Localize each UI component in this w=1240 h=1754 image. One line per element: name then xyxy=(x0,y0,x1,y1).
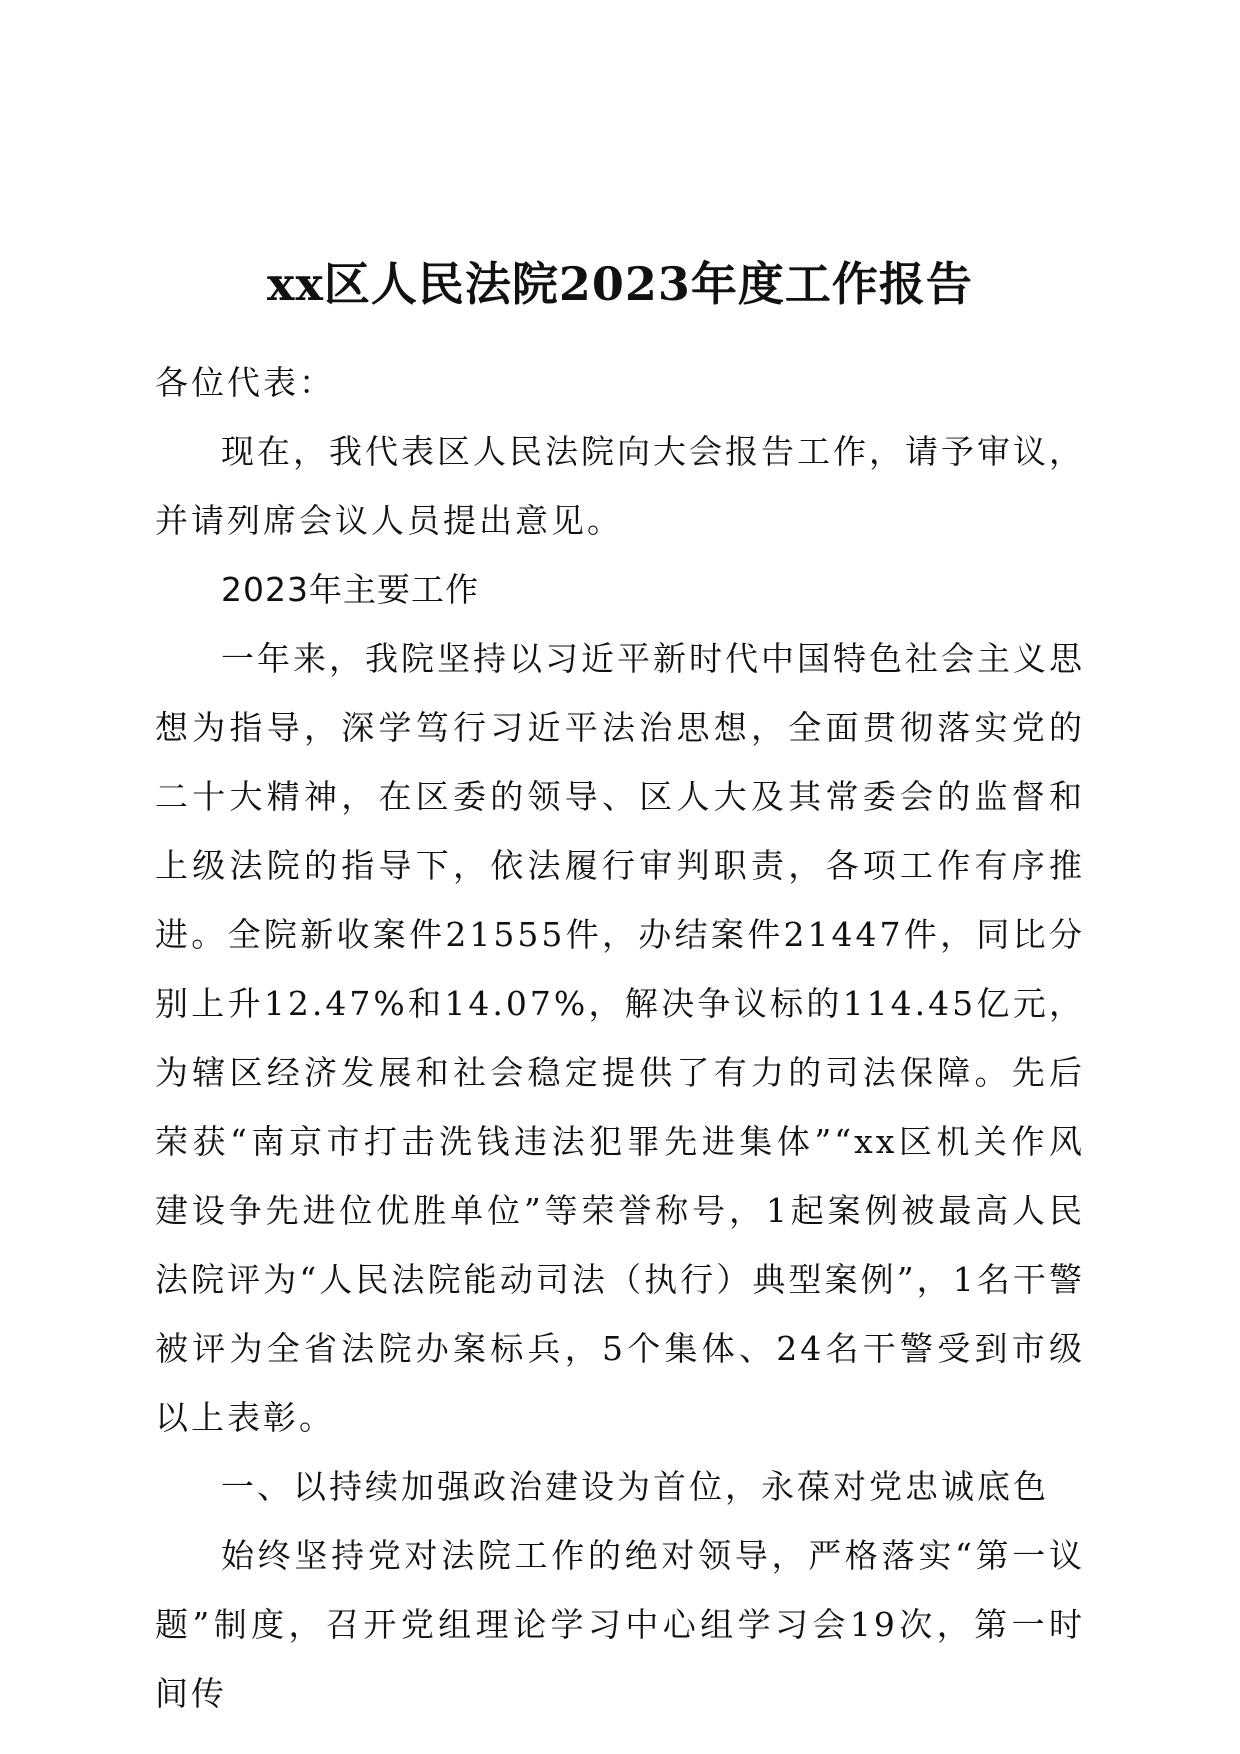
summary-paragraph: 一年来，我院坚持以习近平新时代中国特色社会主义思想为指导，深学笃行习近平法治思想，全面贯彻落实党的二十大精神，在区委的领导、区人大及其常委会的监督和上级法院的指导下，依法履行审判职责，各项工作有序推进。全院新收案件21555件，办结案件21447件，同比分别上升12.47%和14.07%，解决争议标的114.45亿元，为辖区经济发展和社会稳定提供了有力的司法保障。先后荣获“南京市打击洗钱违法犯罪先进集体”“xx区机关作风建设争先进位优胜单位”等荣誉称号，1起案例被最高人民法院评为“人民法院能动司法（执行）典型案例”，1名干警被评为全省法院办案标兵，5个集体、24名干警受到市级以上表彰。 xyxy=(155,639,1085,1437)
politics-paragraph: 始终坚持党对法院工作的绝对领导，严格落实“第一议题”制度，召开党组理论学习中心组学习会19次，第一时间传 xyxy=(155,1536,1085,1713)
document-title: xx区人民法院2023年度工作报告 xyxy=(267,257,973,311)
heading-one: 一、以持续加强政治建设为首位，永葆对党忠诚底色 xyxy=(221,1467,1049,1506)
document-body xyxy=(155,348,1085,1728)
section-heading: 2023年主要工作 xyxy=(221,570,479,609)
opening-paragraph: 现在，我代表区人民法院向大会报告工作，请予审议，并请列席会议人员提出意见。 xyxy=(155,432,1085,540)
salutation: 各位代表： xyxy=(155,363,335,402)
